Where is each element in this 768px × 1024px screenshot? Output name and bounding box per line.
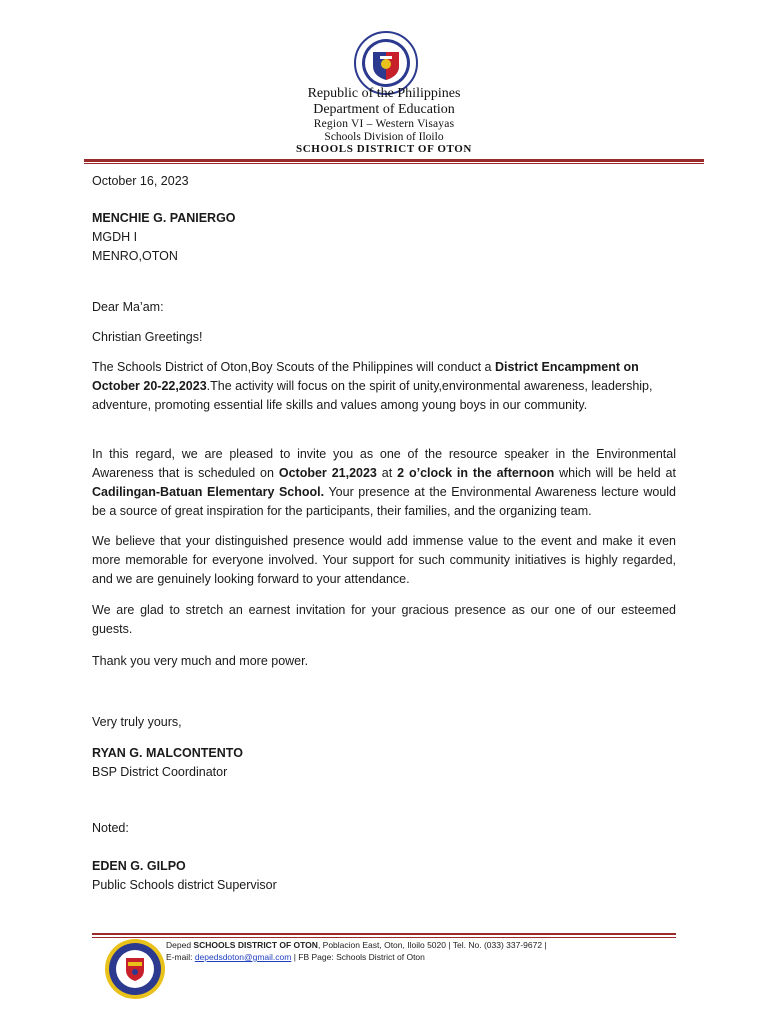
noter-title: Public Schools district Supervisor (92, 878, 277, 892)
recipient-name: MENCHIE G. PANIERGO (92, 211, 236, 225)
footer-contact-line: E-mail: depedsdoton@gmail.com | FB Page: Schools District of Oton (166, 952, 425, 962)
closing: Very truly yours, (92, 715, 182, 729)
recipient-office: MENRO,OTON (92, 249, 178, 263)
signer-name: RYAN G. MALCONTENTO (92, 746, 243, 760)
thanks-line: Thank you very much and more power. (92, 654, 309, 668)
header-district: SCHOOLS DISTRICT OF OTON (296, 143, 472, 155)
paragraph-2: In this regard, we are pleased to invite you as one of the resource speaker in the Environmental Awareness that is scheduled on October 21,2023 at 2 o’clock in the afternoon which will be held at Cadilingan-Batuan Elementary School. Your presence at the Environmental Awareness lecture would be a source of great inspiration for the participants, their families, and the organizing team. (92, 447, 676, 518)
footer-divider (92, 933, 676, 935)
salutation: Dear Ma’am: (92, 300, 164, 314)
header-divider-thin (84, 163, 704, 164)
signer-title: BSP District Coordinator (92, 765, 228, 779)
paragraph-3: We believe that your distinguished presence would add immense value to the event and make it even more memorable for everyone involved. Your support for such community initiatives is highly regarded, and we are genuinely looking forward to your attendance. (92, 534, 676, 586)
recipient-title: MGDH I (92, 230, 138, 244)
footer-email-link[interactable]: depedsdoton@gmail.com (194, 952, 292, 962)
footer-address-line: Deped SCHOOLS DISTRICT OF OTON, Poblacion East, Oton, Iloilo 5020 | Tel. No. (033) 337-9672 | (166, 940, 547, 950)
header-division: Schools Division of Iloilo (324, 131, 444, 143)
footer-divider-thin (92, 937, 676, 938)
district-seal-logo (104, 938, 166, 1000)
noter-name: EDEN G. GILPO (92, 859, 186, 873)
header-department: Department of Education (313, 102, 455, 117)
greeting: Christian Greetings! (92, 330, 203, 344)
header-republic: Republic of the Philippines (307, 86, 461, 101)
paragraph-1: The Schools District of Oton,Boy Scouts of the Philippines will conduct a District Encampment on October 20-22,2023.The activity will focus on the spirit of unity,environmental awareness, leadership, adventure, promoting essential life skills and values among young boys in our community. (92, 360, 653, 412)
noted-label: Noted: (92, 821, 129, 835)
header-divider (84, 159, 704, 162)
header-region: Region VI – Western Visayas (313, 118, 455, 130)
paragraph-4: We are glad to stretch an earnest invitation for your gracious presence as our one of our esteemed guests. (92, 603, 676, 636)
letter-date: October 16, 2023 (92, 174, 189, 188)
